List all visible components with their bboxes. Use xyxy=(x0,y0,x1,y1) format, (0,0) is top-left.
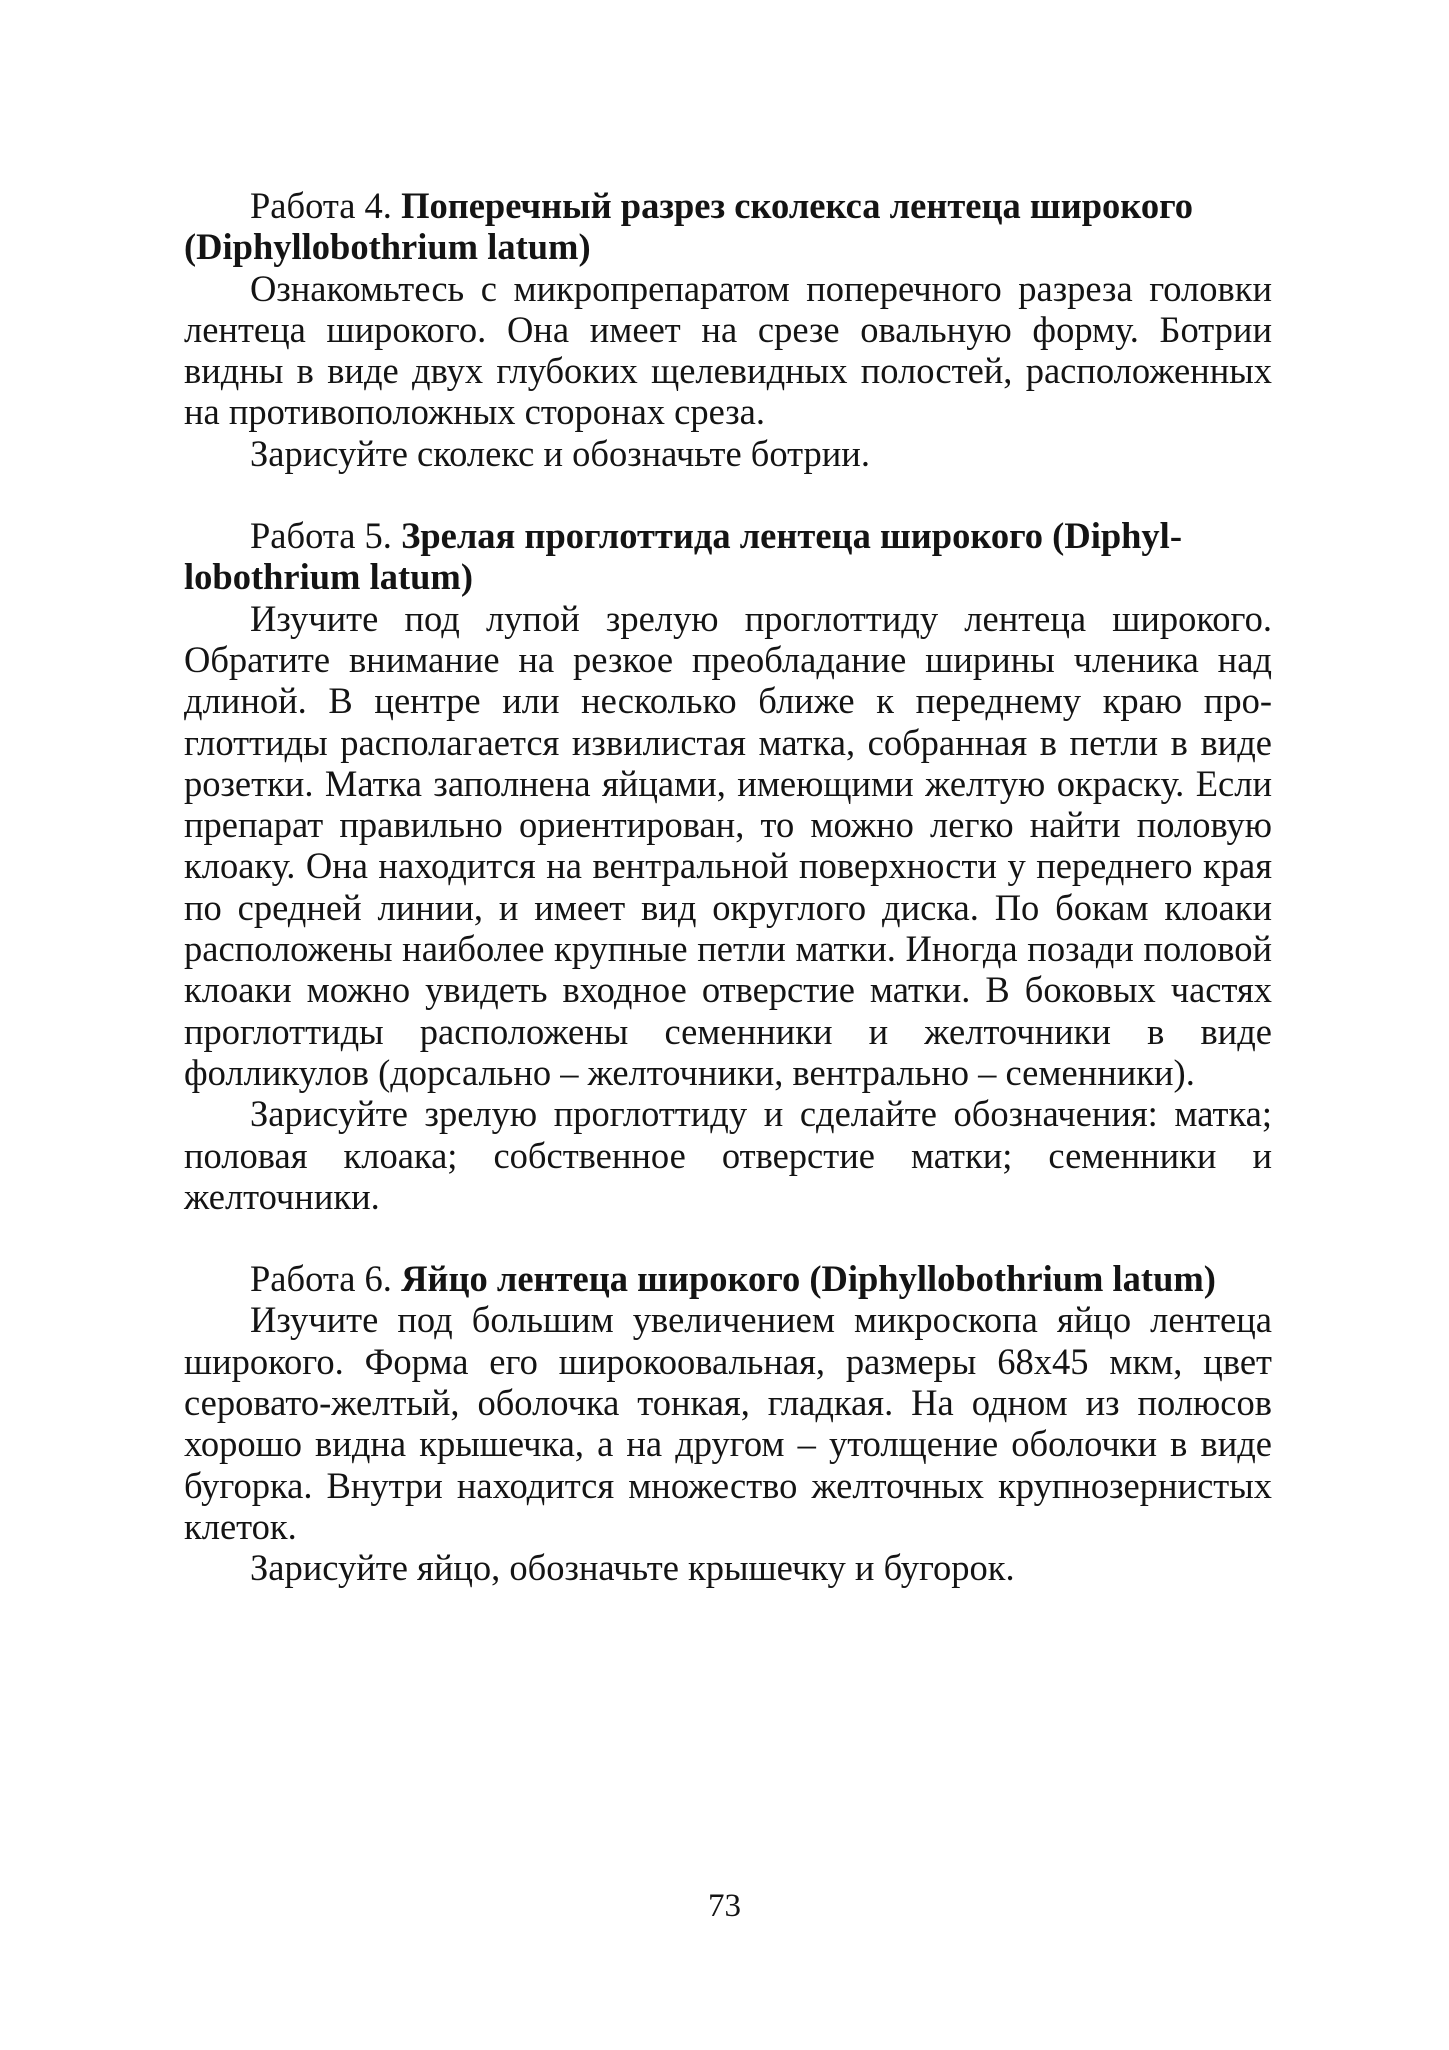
page-body xyxy=(184,185,1272,1589)
section-work-5 xyxy=(184,515,1272,1217)
heading-prefix: Работа 5. xyxy=(250,515,392,557)
instruction-paragraph: Зарисуйте зрелую проглоттиду и сделайте обозначения: матка; половая клоака; собственное отверстие матки; семенники и желточники. xyxy=(184,1093,1272,1217)
heading-prefix: Работа 4. xyxy=(250,185,392,226)
heading-title: Поперечный разрез сколекса лентеца широкого (Diphyllobothrium latum) xyxy=(184,185,1193,268)
heading-title: Зрелая проглоттида лентеца широкого (Diphyllobothrium latum) xyxy=(184,515,1182,598)
section-heading xyxy=(184,515,1272,598)
instruction-paragraph: Зарисуйте сколекс и обозначьте ботрии. xyxy=(250,432,870,474)
heading-prefix: Работа 6. xyxy=(250,1258,392,1300)
page-number: 73 xyxy=(708,1888,741,1924)
body-paragraph: Ознакомьтесь с микропрепаратом поперечного разреза головки лентеца широкого. Она имеет на срезе овальную форму. Ботрии видны в виде двух глубоких щелевидных полостей, расположенных на противоположных сторонах среза. xyxy=(184,267,1272,433)
body-paragraph: Изучите под большим увеличением микроскопа яйцо лентеца широкого. Форма его широкоовальная, размеры 68х45 мкм, цвет серовато-желтый, оболочка тонкая, гладкая. На одном из полюсов хорошо видна крышечка, а на другом – утолщение оболочки в виде бугорка. Внутри находится множество желточных крупнозернистых клеток. xyxy=(184,1299,1272,1547)
instruction-paragraph: Зарисуйте яйцо, обозначьте крышечку и бугорок. xyxy=(250,1547,1015,1589)
section-heading xyxy=(184,1258,1272,1299)
section-heading xyxy=(184,185,1272,268)
heading-title: Яйцо лентеца широкого (Diphyllobothrium latum) xyxy=(401,1258,1216,1300)
section-work-4 xyxy=(184,185,1272,474)
section-work-6 xyxy=(184,1258,1272,1588)
body-paragraph: Изучите под лупой зрелую проглоттиду лентеца широкого. Обратите внимание на резкое преобладание ширины членика над длиной. В центре или несколько ближе к переднему краю проглоттиды располагается извилистая матка, собранная в петли в виде розетки. Матка заполнена яйцами, имеющими желтую окраску. Если препарат правильно ориентирован, то можно легко найти половую клоаку. Она находится на вентральной поверхности у переднего края по средней линии, и имеет вид округлого диска. По бокам клоаки расположены наиболее крупные петли матки. Иногда позади половой клоаки можно увидеть входное отверстие матки. В боковых частях проглоттиды расположены семенники и желточники в виде фолликулов (дорсально – желточники, вентрально – семенники). xyxy=(184,597,1272,1093)
